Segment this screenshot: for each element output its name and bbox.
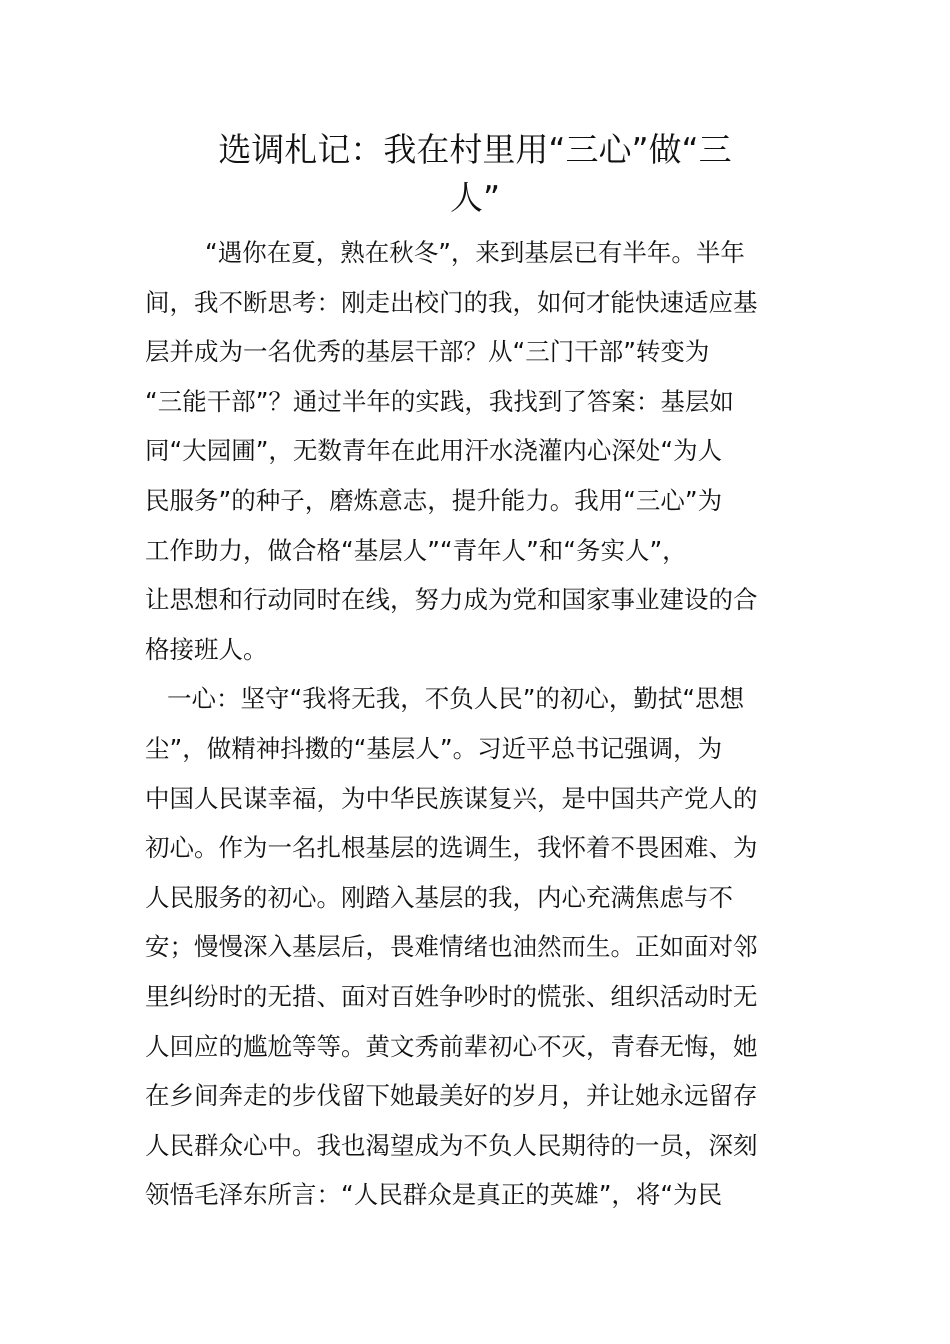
document-title: [145, 126, 805, 222]
body-line: 安；慢慢深入基层后，畏难情绪也油然而生。正如面对邻: [145, 932, 758, 962]
body-line: 工作助力，做合格“基层人”“青年人”和“务实人”，: [145, 535, 687, 565]
body-line: “三能干部”？通过半年的实践，我找到了答案：基层如: [145, 386, 734, 416]
body-line: 人民群众心中。我也渴望成为不负人民期待的一员，深刻: [145, 1130, 758, 1160]
body-line: 一心：坚守“我将无我，不负人民”的初心，勤拭“思想: [167, 684, 745, 714]
body-line: 人回应的尴尬等等。黄文秀前辈初心不灭，青春无悔，她: [145, 1031, 758, 1061]
body-line: 尘”，做精神抖擞的“基层人”。习近平总书记强调，为: [145, 733, 723, 763]
body-line: 格接班人。: [145, 634, 268, 664]
body-line: “遇你在夏，熟在秋冬”，来到基层已有半年。半年: [205, 238, 745, 267]
document-body: [145, 228, 805, 1220]
body-line: 在乡间奔走的步伐留下她最美好的岁月，并让她永远留存: [145, 1081, 758, 1111]
body-line: 间，我不断思考：刚走出校门的我，如何才能快速适应基: [145, 287, 758, 317]
body-line: 初心。作为一名扎根基层的选调生，我怀着不畏困难、为: [145, 833, 758, 863]
body-line: 中国人民谋幸福，为中华民族谋复兴，是中国共产党人的: [145, 783, 758, 813]
body-line: 民服务”的种子，磨炼意志，提升能力。我用“三心”为: [145, 485, 723, 515]
body-line: 同“大园圃”，无数青年在此用汗水浇灌内心深处“为人: [145, 436, 723, 466]
body-line: 里纠纷时的无措、面对百姓争吵时的慌张、组织活动时无: [145, 981, 758, 1011]
title-line-1: 选调札记：我在村里用“三心”做“三: [218, 130, 732, 169]
body-line: 层并成为一名优秀的基层干部？从“三门干部”转变为: [145, 337, 710, 367]
title-line-2: 人”: [449, 178, 501, 217]
body-line: 人民服务的初心。刚踏入基层的我，内心充满焦虑与不: [145, 882, 733, 912]
body-line: 让思想和行动同时在线，努力成为党和国家事业建设的合: [145, 585, 758, 615]
body-line: 领悟毛泽东所言：“人民群众是真正的英雄”，将“为民: [145, 1180, 723, 1210]
